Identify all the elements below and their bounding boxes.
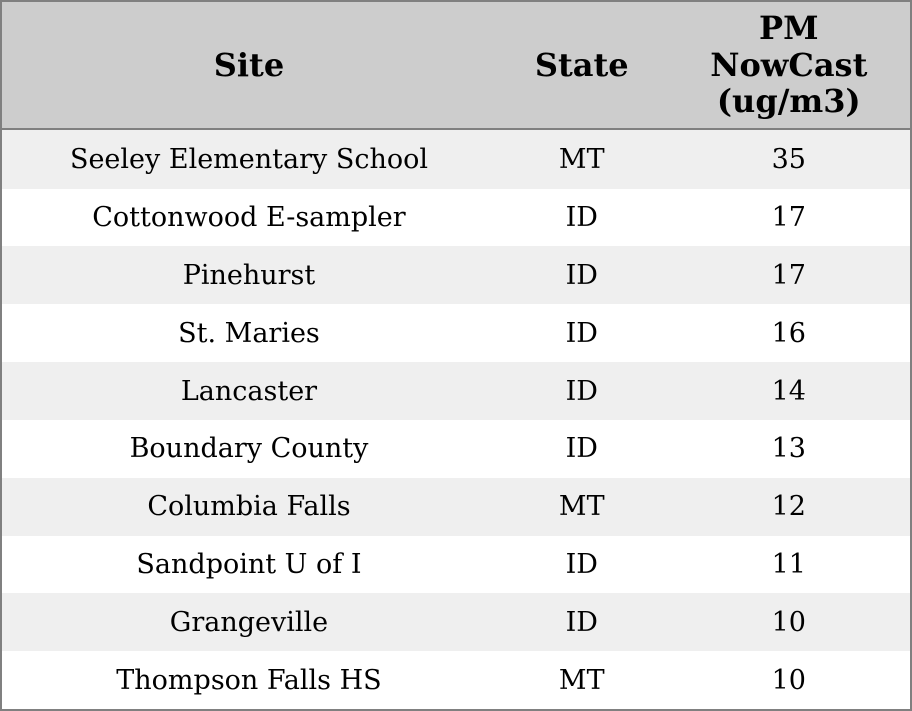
state-cell: ID	[565, 548, 598, 580]
table-row	[2, 189, 910, 247]
column-header-pm-nowcast-label: PM NowCast (ug/m3)	[710, 8, 868, 121]
state-cell: ID	[565, 202, 598, 234]
pm-nowcast-cell: 10	[771, 664, 806, 696]
state-cell: ID	[565, 606, 598, 638]
table-row	[2, 651, 910, 709]
table-row	[2, 536, 910, 594]
table-row	[2, 593, 910, 651]
site-cell: Seeley Elementary School	[69, 143, 428, 175]
state-cell: MT	[558, 664, 605, 696]
state-cell: MT	[558, 491, 605, 523]
site-cell: Lancaster	[180, 375, 318, 407]
table-row	[2, 304, 910, 362]
pm-nowcast-cell: 14	[771, 375, 806, 407]
site-cell: St. Maries	[178, 317, 320, 349]
pm-nowcast-cell: 13	[771, 433, 806, 465]
pm-nowcast-cell: 16	[771, 317, 806, 349]
state-cell: ID	[565, 375, 598, 407]
site-cell: Sandpoint U of I	[136, 548, 362, 580]
pm-nowcast-cell: 17	[771, 259, 806, 291]
site-cell: Thompson Falls HS	[116, 664, 382, 696]
column-header-pm-nowcast	[668, 2, 910, 129]
state-cell: ID	[565, 317, 598, 349]
site-cell: Pinehurst	[182, 259, 316, 291]
pm-nowcast-cell: 11	[771, 548, 806, 580]
table-row	[2, 129, 910, 189]
state-cell: ID	[565, 433, 598, 465]
header-row	[2, 2, 910, 129]
pm-nowcast-cell: 17	[771, 202, 806, 234]
state-cell: ID	[565, 259, 598, 291]
pm-nowcast-table	[2, 2, 910, 709]
table-row	[2, 362, 910, 420]
site-cell: Cottonwood E-sampler	[92, 202, 406, 234]
table-row	[2, 478, 910, 536]
state-cell: MT	[558, 143, 605, 175]
table-row	[2, 420, 910, 478]
column-header-site: Site	[2, 2, 496, 129]
site-cell: Grangeville	[169, 606, 329, 638]
pm-nowcast-cell: 10	[771, 606, 806, 638]
site-cell: Columbia Falls	[147, 491, 351, 523]
column-header-state: State	[496, 2, 668, 129]
table-row	[2, 246, 910, 304]
pm-nowcast-cell: 35	[771, 143, 806, 175]
pm-nowcast-cell: 12	[771, 491, 806, 523]
site-cell: Boundary County	[129, 433, 369, 465]
